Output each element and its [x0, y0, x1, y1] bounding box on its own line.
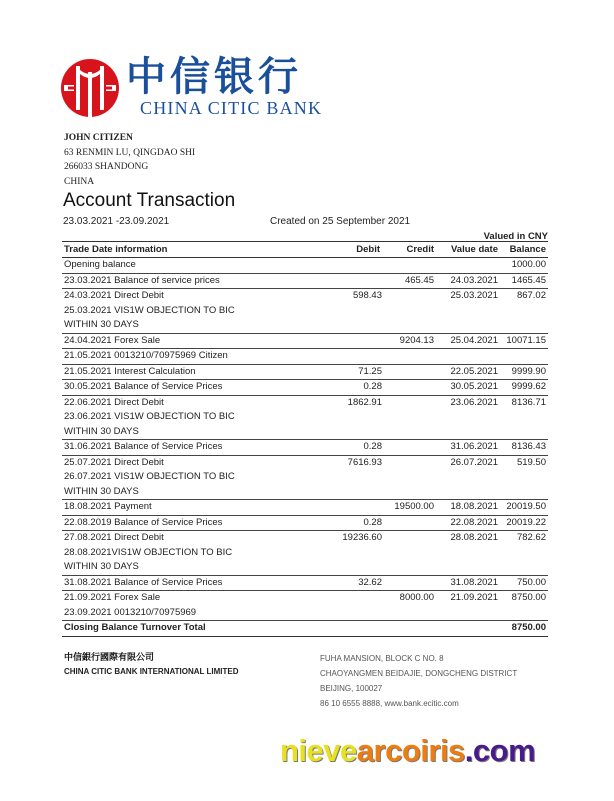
cell-info: 27.08.2021 Direct Debit: [62, 531, 324, 546]
cell-debit: [324, 410, 384, 425]
closing-balance-row: [62, 621, 548, 637]
cell-debit: 0.28: [324, 515, 384, 531]
cell-balance: 9999.62: [500, 380, 548, 396]
cell-debit: [324, 333, 384, 349]
table-row: [62, 455, 548, 470]
table-row: [62, 318, 548, 333]
table-header-row: [62, 242, 548, 258]
cell-value-date: [436, 318, 500, 333]
cell-info: 24.04.2021 Forex Sale: [62, 333, 324, 349]
cell-credit: [384, 575, 436, 591]
cell-info: 21.05.2021 Interest Calculation: [62, 364, 324, 380]
cell-credit: 9204.13: [384, 333, 436, 349]
cell-debit: 0.28: [324, 380, 384, 396]
cell-credit: [384, 425, 436, 440]
cell-balance: [500, 425, 548, 440]
watermark-part1: nieve: [280, 733, 357, 768]
cell-info: 31.06.2021 Balance of Service Prices: [62, 440, 324, 456]
cell-debit: [324, 304, 384, 319]
table-row: [62, 395, 548, 410]
cell-debit: 0.28: [324, 440, 384, 456]
table-row: [62, 485, 548, 500]
footer-contact: 86 10 6555 8888, www.bank.ecitic.com: [320, 699, 459, 708]
cell-balance: [500, 349, 548, 365]
cell-value-date: [436, 485, 500, 500]
citic-logo-icon: [60, 58, 120, 118]
footer-address: [320, 651, 517, 711]
cell-debit: 71.25: [324, 364, 384, 380]
cell-info: 23.09.2021 0013210/70975969: [64, 606, 197, 618]
cell-credit: [384, 258, 436, 274]
cell-debit: 598.43: [324, 289, 384, 304]
table-row: [62, 273, 548, 289]
closing-credit: [384, 621, 436, 637]
cell-value-date: 31.06.2021: [436, 440, 500, 456]
cell-value-date: 24.03.2021: [436, 273, 500, 289]
bank-logo: [60, 53, 323, 119]
table-row: [62, 560, 548, 575]
cell-value-date: [436, 304, 500, 319]
cell-debit: [324, 606, 384, 621]
cell-value-date: 28.08.2021: [436, 531, 500, 546]
cell-info: 23.03.2021 Balance of service prices: [62, 273, 324, 289]
cell-value-date: [436, 606, 500, 621]
cell-balance: [500, 560, 548, 575]
header-value-date: Value date: [436, 242, 500, 258]
cell-debit: [324, 546, 384, 561]
cell-debit: [324, 425, 384, 440]
header-credit: Credit: [384, 242, 436, 258]
header-trade-date-info: Trade Date information: [62, 242, 324, 258]
cell-balance: 9999.90: [500, 364, 548, 380]
cell-value-date: 18.08.2021: [436, 500, 500, 516]
cell-value-date: 23.06.2021: [436, 395, 500, 410]
cell-balance: [500, 318, 548, 333]
cell-info: 21.05.2021 0013210/70975969 Citizen: [62, 349, 324, 365]
cell-debit: [324, 500, 384, 516]
cell-value-date: 21.09.2021: [436, 591, 500, 606]
cell-value-date: [436, 560, 500, 575]
watermark: [280, 733, 535, 769]
closing-balance: 8750.00: [500, 621, 548, 637]
table-row: [62, 500, 548, 516]
footer-company: [64, 650, 239, 676]
table-row: [62, 304, 548, 319]
bank-name-chinese: 中信银行: [126, 53, 302, 100]
cell-balance: 867.02: [500, 289, 548, 304]
cell-info: 23.06.2021 VIS1W OBJECTION TO BIC: [64, 411, 235, 422]
footer-address-line1: FUHA MANSION, BLOCK C NO. 8: [320, 654, 444, 663]
cell-debit: [324, 470, 384, 485]
cell-credit: [384, 515, 436, 531]
header-balance: Balance: [500, 242, 548, 258]
cell-debit: 19236.60: [324, 531, 384, 546]
cell-info: 22.06.2021 Direct Debit: [62, 395, 324, 410]
bank-name-english: CHINA CITIC BANK: [140, 98, 323, 118]
cell-credit: 465.45: [384, 273, 436, 289]
cell-credit: 8000.00: [384, 591, 436, 606]
cell-info: 25.07.2021 Direct Debit: [62, 455, 324, 470]
footer-company-chinese: 中信銀行國際有限公司: [64, 653, 155, 663]
closing-debit: [324, 621, 384, 637]
closing-label: Closing Balance Turnover Total: [62, 621, 324, 637]
table-row: [62, 380, 548, 396]
cell-value-date: 25.04.2021: [436, 333, 500, 349]
cell-info: WITHIN 30 DAYS: [64, 425, 139, 437]
cell-info: 18.08.2021 Payment: [62, 500, 324, 516]
cell-debit: [324, 560, 384, 575]
cell-info: 31.08.2021 Balance of Service Prices: [62, 575, 324, 591]
cell-balance: 750.00: [500, 575, 548, 591]
cell-balance: 20019.22: [500, 515, 548, 531]
cell-debit: 1862.91: [324, 395, 384, 410]
cell-credit: [384, 349, 436, 365]
cell-value-date: 22.05.2021: [436, 364, 500, 380]
table-row: [62, 349, 548, 365]
cell-value-date: 22.08.2021: [436, 515, 500, 531]
cell-balance: [500, 410, 548, 425]
cell-info: WITHIN 30 DAYS: [64, 561, 139, 572]
cell-info: 26.07.2021 VIS1W OBJECTION TO BIC: [64, 471, 235, 482]
cell-balance: 519.50: [500, 455, 548, 470]
cell-balance: [500, 606, 548, 621]
cell-balance: 20019.50: [500, 500, 548, 516]
currency-label: Valued in CNY: [483, 231, 548, 242]
customer-country: CHINA: [64, 176, 95, 187]
cell-credit: [384, 318, 436, 333]
cell-value-date: [436, 349, 500, 365]
cell-debit: 7616.93: [324, 455, 384, 470]
cell-debit: 32.62: [324, 575, 384, 591]
cell-balance: [500, 470, 548, 485]
cell-balance: [500, 485, 548, 500]
cell-debit: [324, 485, 384, 500]
cell-balance: 8750.00: [500, 591, 548, 606]
cell-credit: [384, 546, 436, 561]
table-row: [62, 410, 548, 425]
cell-balance: 1000.00: [500, 258, 548, 274]
cell-value-date: [436, 425, 500, 440]
cell-credit: [384, 440, 436, 456]
cell-debit: [324, 591, 384, 606]
transactions-body: [62, 258, 548, 621]
cell-debit: [324, 349, 384, 365]
cell-info: WITHIN 30 DAYS: [64, 485, 139, 497]
cell-balance: [500, 546, 548, 561]
footer-address-line2: CHAOYANGMEN BEIDAJIE, DONGCHENG DISTRICT: [320, 669, 518, 678]
cell-balance: 8136.43: [500, 440, 548, 456]
customer-address-line2: 266033 SHANDONG: [64, 162, 149, 172]
transactions-table: [62, 241, 548, 637]
cell-value-date: 30.05.2021: [436, 380, 500, 396]
customer-address-block: [64, 131, 195, 189]
cell-balance: 1465.45: [500, 273, 548, 289]
cell-credit: [384, 455, 436, 470]
cell-credit: [384, 560, 436, 575]
customer-name: JOHN CITIZEN: [64, 133, 133, 143]
cell-debit: [324, 258, 384, 274]
table-row: [62, 470, 548, 485]
cell-info: WITHIN 30 DAYS: [64, 319, 139, 330]
table-row: [62, 575, 548, 591]
cell-value-date: 25.03.2021: [436, 289, 500, 304]
table-row: [62, 333, 548, 349]
cell-balance: [500, 304, 548, 319]
cell-credit: [384, 531, 436, 546]
table-row: [62, 289, 548, 304]
cell-credit: [384, 606, 436, 621]
footer-company-english: CHINA CITIC BANK INTERNATIONAL LIMITED: [64, 667, 239, 676]
cell-info: 25.03.2021 VIS1W OBJECTION TO BIC: [64, 304, 235, 316]
closing-value-date: [436, 621, 500, 637]
cell-debit: [324, 273, 384, 289]
table-row: [62, 425, 548, 440]
cell-info: 28.08.2021VIS1W OBJECTION TO BIC: [64, 546, 233, 558]
footer-address-line3: BEIJING, 100027: [320, 684, 383, 693]
statement-created-date: Created on 25 September 2021: [270, 216, 411, 227]
cell-credit: [384, 304, 436, 319]
cell-info: 21.09.2021 Forex Sale: [62, 591, 324, 606]
cell-credit: [384, 380, 436, 396]
cell-credit: 19500.00: [384, 500, 436, 516]
table-row: [62, 364, 548, 380]
header-debit: Debit: [324, 242, 384, 258]
cell-value-date: [436, 470, 500, 485]
cell-balance: 782.62: [500, 531, 548, 546]
cell-value-date: 31.08.2021: [436, 575, 500, 591]
cell-credit: [384, 289, 436, 304]
cell-info: 24.03.2021 Direct Debit: [62, 289, 324, 304]
page-title: Account Transaction: [63, 190, 236, 211]
statement-period: 23.03.2021 -23.09.2021: [63, 216, 170, 227]
watermark-part3: .com: [464, 733, 536, 768]
cell-balance: 8136.71: [500, 395, 548, 410]
cell-debit: [324, 318, 384, 333]
customer-address-line1: 63 RENMIN LU, QINGDAO SHI: [64, 147, 196, 158]
table-row: [62, 440, 548, 456]
cell-value-date: 26.07.2021: [436, 455, 500, 470]
table-row: [62, 546, 548, 561]
cell-credit: [384, 470, 436, 485]
table-row: [62, 515, 548, 531]
watermark-part2: arcoiris: [356, 733, 465, 768]
cell-balance: 10071.15: [500, 333, 548, 349]
cell-info: 30.05.2021 Balance of Service Prices: [62, 380, 324, 396]
table-row: [62, 591, 548, 606]
cell-credit: [384, 410, 436, 425]
cell-info: Opening balance: [62, 258, 324, 274]
table-row: [62, 258, 548, 274]
table-row: [62, 531, 548, 546]
cell-value-date: [436, 546, 500, 561]
cell-value-date: [436, 410, 500, 425]
cell-credit: [384, 485, 436, 500]
cell-info: 22.08.2019 Balance of Service Prices: [62, 515, 324, 531]
cell-credit: [384, 364, 436, 380]
table-row: [62, 606, 548, 621]
cell-value-date: [436, 258, 500, 274]
cell-credit: [384, 395, 436, 410]
